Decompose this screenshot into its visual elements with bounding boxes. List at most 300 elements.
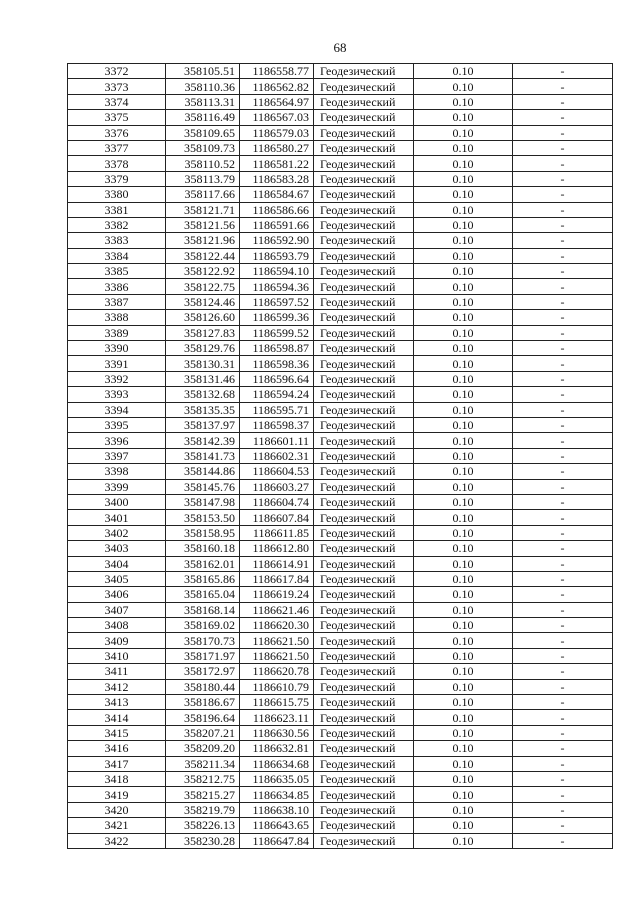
note-cell: -: [513, 187, 613, 202]
table-row: [68, 587, 613, 602]
coord-x-cell: 358215.27: [166, 787, 240, 802]
note-cell: -: [513, 494, 613, 509]
coord-y-cell: 1186562.82: [240, 79, 314, 94]
point-number-cell: 3384: [68, 248, 166, 263]
accuracy-cell: 0.10: [414, 494, 513, 509]
accuracy-cell: 0.10: [414, 325, 513, 340]
table-row: [68, 571, 613, 586]
accuracy-cell: 0.10: [414, 202, 513, 217]
point-number-cell: 3421: [68, 818, 166, 833]
accuracy-cell: 0.10: [414, 771, 513, 786]
coord-y-cell: 1186591.66: [240, 217, 314, 232]
method-cell: Геодезический: [314, 125, 414, 140]
table-row: [68, 787, 613, 802]
coord-y-cell: 1186607.84: [240, 510, 314, 525]
accuracy-cell: 0.10: [414, 756, 513, 771]
coord-x-cell: 358207.21: [166, 725, 240, 740]
note-cell: -: [513, 556, 613, 571]
table-row: [68, 110, 613, 125]
coord-x-cell: 358130.31: [166, 356, 240, 371]
note-cell: -: [513, 64, 613, 79]
table-row: [68, 402, 613, 417]
table-row: [68, 433, 613, 448]
point-number-cell: 3397: [68, 448, 166, 463]
accuracy-cell: 0.10: [414, 725, 513, 740]
coord-y-cell: 1186621.50: [240, 648, 314, 663]
coord-y-cell: 1186604.53: [240, 464, 314, 479]
table-row: [68, 494, 613, 509]
note-cell: -: [513, 710, 613, 725]
table-row: [68, 510, 613, 525]
coord-y-cell: 1186623.11: [240, 710, 314, 725]
accuracy-cell: 0.10: [414, 587, 513, 602]
method-cell: Геодезический: [314, 833, 414, 848]
coord-y-cell: 1186632.81: [240, 741, 314, 756]
method-cell: Геодезический: [314, 664, 414, 679]
coord-y-cell: 1186583.28: [240, 171, 314, 186]
accuracy-cell: 0.10: [414, 356, 513, 371]
note-cell: -: [513, 618, 613, 633]
method-cell: Геодезический: [314, 710, 414, 725]
coord-x-cell: 358110.36: [166, 79, 240, 94]
coord-y-cell: 1186635.05: [240, 771, 314, 786]
table-row: [68, 341, 613, 356]
coord-y-cell: 1186620.30: [240, 618, 314, 633]
note-cell: -: [513, 802, 613, 817]
coord-x-cell: 358109.65: [166, 125, 240, 140]
coord-x-cell: 358131.46: [166, 371, 240, 386]
point-number-cell: 3380: [68, 187, 166, 202]
coord-y-cell: 1186620.78: [240, 664, 314, 679]
note-cell: -: [513, 648, 613, 663]
method-cell: Геодезический: [314, 494, 414, 509]
point-number-cell: 3407: [68, 602, 166, 617]
method-cell: Геодезический: [314, 387, 414, 402]
coord-y-cell: 1186596.64: [240, 371, 314, 386]
coord-x-cell: 358209.20: [166, 741, 240, 756]
coord-y-cell: 1186647.84: [240, 833, 314, 848]
method-cell: Геодезический: [314, 94, 414, 109]
table-row: [68, 664, 613, 679]
point-number-cell: 3386: [68, 279, 166, 294]
coord-x-cell: 358212.75: [166, 771, 240, 786]
note-cell: -: [513, 510, 613, 525]
note-cell: -: [513, 371, 613, 386]
method-cell: Геодезический: [314, 233, 414, 248]
note-cell: -: [513, 171, 613, 186]
point-number-cell: 3385: [68, 264, 166, 279]
table-row: [68, 171, 613, 186]
coord-y-cell: 1186634.85: [240, 787, 314, 802]
accuracy-cell: 0.10: [414, 464, 513, 479]
table-row: [68, 325, 613, 340]
note-cell: -: [513, 756, 613, 771]
coord-y-cell: 1186594.24: [240, 387, 314, 402]
table-row: [68, 602, 613, 617]
table-row: [68, 618, 613, 633]
coordinates-table: [67, 63, 613, 849]
coord-x-cell: 358127.83: [166, 325, 240, 340]
method-cell: Геодезический: [314, 756, 414, 771]
accuracy-cell: 0.10: [414, 310, 513, 325]
point-number-cell: 3410: [68, 648, 166, 663]
method-cell: Геодезический: [314, 79, 414, 94]
method-cell: Геодезический: [314, 725, 414, 740]
accuracy-cell: 0.10: [414, 648, 513, 663]
table-row: [68, 79, 613, 94]
note-cell: -: [513, 217, 613, 232]
coord-x-cell: 358141.73: [166, 448, 240, 463]
coord-x-cell: 358105.51: [166, 64, 240, 79]
coord-x-cell: 358126.60: [166, 310, 240, 325]
table-row: [68, 833, 613, 848]
method-cell: Геодезический: [314, 279, 414, 294]
point-number-cell: 3373: [68, 79, 166, 94]
point-number-cell: 3376: [68, 125, 166, 140]
coord-y-cell: 1186621.46: [240, 602, 314, 617]
method-cell: Геодезический: [314, 587, 414, 602]
method-cell: Геодезический: [314, 310, 414, 325]
point-number-cell: 3399: [68, 479, 166, 494]
note-cell: -: [513, 310, 613, 325]
point-number-cell: 3404: [68, 556, 166, 571]
note-cell: -: [513, 571, 613, 586]
coord-x-cell: 358116.49: [166, 110, 240, 125]
coord-x-cell: 358169.02: [166, 618, 240, 633]
note-cell: -: [513, 79, 613, 94]
coord-x-cell: 358113.31: [166, 94, 240, 109]
coord-y-cell: 1186634.68: [240, 756, 314, 771]
table-row: [68, 648, 613, 663]
coord-x-cell: 358122.92: [166, 264, 240, 279]
note-cell: -: [513, 679, 613, 694]
coord-x-cell: 358147.98: [166, 494, 240, 509]
method-cell: Геодезический: [314, 217, 414, 232]
accuracy-cell: 0.10: [414, 541, 513, 556]
coordinates-table-body: [68, 64, 613, 849]
method-cell: Геодезический: [314, 171, 414, 186]
accuracy-cell: 0.10: [414, 79, 513, 94]
note-cell: -: [513, 695, 613, 710]
method-cell: Геодезический: [314, 294, 414, 309]
coord-x-cell: 358129.76: [166, 341, 240, 356]
coord-y-cell: 1186558.77: [240, 64, 314, 79]
method-cell: Геодезический: [314, 156, 414, 171]
coord-y-cell: 1186594.36: [240, 279, 314, 294]
point-number-cell: 3372: [68, 64, 166, 79]
table-row: [68, 448, 613, 463]
table-row: [68, 464, 613, 479]
coord-x-cell: 358219.79: [166, 802, 240, 817]
coord-y-cell: 1186567.03: [240, 110, 314, 125]
table-row: [68, 279, 613, 294]
point-number-cell: 3374: [68, 94, 166, 109]
accuracy-cell: 0.10: [414, 294, 513, 309]
accuracy-cell: 0.10: [414, 787, 513, 802]
note-cell: -: [513, 233, 613, 248]
point-number-cell: 3383: [68, 233, 166, 248]
accuracy-cell: 0.10: [414, 602, 513, 617]
accuracy-cell: 0.10: [414, 741, 513, 756]
coord-y-cell: 1186602.31: [240, 448, 314, 463]
method-cell: Геодезический: [314, 264, 414, 279]
note-cell: -: [513, 94, 613, 109]
coord-x-cell: 358168.14: [166, 602, 240, 617]
point-number-cell: 3401: [68, 510, 166, 525]
coord-y-cell: 1186617.84: [240, 571, 314, 586]
method-cell: Геодезический: [314, 371, 414, 386]
accuracy-cell: 0.10: [414, 264, 513, 279]
coord-x-cell: 358132.68: [166, 387, 240, 402]
point-number-cell: 3379: [68, 171, 166, 186]
note-cell: -: [513, 771, 613, 786]
table-row: [68, 94, 613, 109]
coord-x-cell: 358142.39: [166, 433, 240, 448]
note-cell: -: [513, 387, 613, 402]
table-row: [68, 541, 613, 556]
method-cell: Геодезический: [314, 802, 414, 817]
accuracy-cell: 0.10: [414, 618, 513, 633]
table-row: [68, 725, 613, 740]
point-number-cell: 3389: [68, 325, 166, 340]
accuracy-cell: 0.10: [414, 387, 513, 402]
point-number-cell: 3405: [68, 571, 166, 586]
coord-x-cell: 358160.18: [166, 541, 240, 556]
point-number-cell: 3420: [68, 802, 166, 817]
accuracy-cell: 0.10: [414, 156, 513, 171]
table-row: [68, 387, 613, 402]
accuracy-cell: 0.10: [414, 341, 513, 356]
accuracy-cell: 0.10: [414, 371, 513, 386]
coord-y-cell: 1186593.79: [240, 248, 314, 263]
accuracy-cell: 0.10: [414, 417, 513, 432]
note-cell: -: [513, 741, 613, 756]
coord-y-cell: 1186615.75: [240, 695, 314, 710]
point-number-cell: 3400: [68, 494, 166, 509]
coord-x-cell: 358153.50: [166, 510, 240, 525]
coord-x-cell: 358171.97: [166, 648, 240, 663]
method-cell: Геодезический: [314, 110, 414, 125]
table-row: [68, 679, 613, 694]
table-row: [68, 125, 613, 140]
note-cell: -: [513, 818, 613, 833]
accuracy-cell: 0.10: [414, 695, 513, 710]
coord-x-cell: 358226.13: [166, 818, 240, 833]
coord-x-cell: 358158.95: [166, 525, 240, 540]
point-number-cell: 3402: [68, 525, 166, 540]
table-row: [68, 140, 613, 155]
coord-y-cell: 1186643.65: [240, 818, 314, 833]
accuracy-cell: 0.10: [414, 479, 513, 494]
accuracy-cell: 0.10: [414, 248, 513, 263]
method-cell: Геодезический: [314, 479, 414, 494]
table-row: [68, 479, 613, 494]
point-number-cell: 3375: [68, 110, 166, 125]
coord-x-cell: 358162.01: [166, 556, 240, 571]
point-number-cell: 3415: [68, 725, 166, 740]
table-row: [68, 695, 613, 710]
coord-x-cell: 358121.71: [166, 202, 240, 217]
table-row: [68, 633, 613, 648]
point-number-cell: 3382: [68, 217, 166, 232]
note-cell: -: [513, 248, 613, 263]
point-number-cell: 3403: [68, 541, 166, 556]
note-cell: -: [513, 279, 613, 294]
coord-y-cell: 1186630.56: [240, 725, 314, 740]
table-row: [68, 771, 613, 786]
coord-x-cell: 358196.64: [166, 710, 240, 725]
point-number-cell: 3387: [68, 294, 166, 309]
method-cell: Геодезический: [314, 248, 414, 263]
coord-x-cell: 358121.56: [166, 217, 240, 232]
accuracy-cell: 0.10: [414, 140, 513, 155]
point-number-cell: 3419: [68, 787, 166, 802]
table-row: [68, 217, 613, 232]
coord-x-cell: 358211.34: [166, 756, 240, 771]
method-cell: Геодезический: [314, 433, 414, 448]
note-cell: -: [513, 125, 613, 140]
point-number-cell: 3388: [68, 310, 166, 325]
accuracy-cell: 0.10: [414, 818, 513, 833]
accuracy-cell: 0.10: [414, 448, 513, 463]
accuracy-cell: 0.10: [414, 64, 513, 79]
coord-x-cell: 358135.35: [166, 402, 240, 417]
point-number-cell: 3409: [68, 633, 166, 648]
point-number-cell: 3394: [68, 402, 166, 417]
method-cell: Геодезический: [314, 571, 414, 586]
coord-x-cell: 358165.86: [166, 571, 240, 586]
accuracy-cell: 0.10: [414, 525, 513, 540]
method-cell: Геодезический: [314, 633, 414, 648]
coord-y-cell: 1186595.71: [240, 402, 314, 417]
point-number-cell: 3396: [68, 433, 166, 448]
point-number-cell: 3411: [68, 664, 166, 679]
point-number-cell: 3412: [68, 679, 166, 694]
accuracy-cell: 0.10: [414, 125, 513, 140]
method-cell: Геодезический: [314, 818, 414, 833]
coord-y-cell: 1186598.87: [240, 341, 314, 356]
note-cell: -: [513, 464, 613, 479]
coord-y-cell: 1186599.52: [240, 325, 314, 340]
accuracy-cell: 0.10: [414, 110, 513, 125]
table-row: [68, 371, 613, 386]
point-number-cell: 3392: [68, 371, 166, 386]
point-number-cell: 3381: [68, 202, 166, 217]
accuracy-cell: 0.10: [414, 94, 513, 109]
coord-x-cell: 358137.97: [166, 417, 240, 432]
accuracy-cell: 0.10: [414, 433, 513, 448]
method-cell: Геодезический: [314, 525, 414, 540]
method-cell: Геодезический: [314, 140, 414, 155]
note-cell: -: [513, 541, 613, 556]
page-number: 68: [333, 40, 347, 55]
method-cell: Геодезический: [314, 602, 414, 617]
method-cell: Геодезический: [314, 64, 414, 79]
note-cell: -: [513, 633, 613, 648]
method-cell: Геодезический: [314, 787, 414, 802]
table-row: [68, 556, 613, 571]
method-cell: Геодезический: [314, 325, 414, 340]
point-number-cell: 3391: [68, 356, 166, 371]
method-cell: Геодезический: [314, 464, 414, 479]
coord-x-cell: 358180.44: [166, 679, 240, 694]
accuracy-cell: 0.10: [414, 571, 513, 586]
coord-x-cell: 358230.28: [166, 833, 240, 848]
note-cell: -: [513, 264, 613, 279]
table-row: [68, 802, 613, 817]
point-number-cell: 3378: [68, 156, 166, 171]
table-row: [68, 294, 613, 309]
note-cell: -: [513, 833, 613, 848]
method-cell: Геодезический: [314, 618, 414, 633]
method-cell: Геодезический: [314, 202, 414, 217]
coord-y-cell: 1186604.74: [240, 494, 314, 509]
method-cell: Геодезический: [314, 341, 414, 356]
coord-x-cell: 358145.76: [166, 479, 240, 494]
accuracy-cell: 0.10: [414, 187, 513, 202]
table-row: [68, 233, 613, 248]
table-row: [68, 156, 613, 171]
note-cell: -: [513, 341, 613, 356]
coord-y-cell: 1186612.80: [240, 541, 314, 556]
accuracy-cell: 0.10: [414, 279, 513, 294]
note-cell: -: [513, 202, 613, 217]
accuracy-cell: 0.10: [414, 556, 513, 571]
note-cell: -: [513, 356, 613, 371]
coord-x-cell: 358165.04: [166, 587, 240, 602]
coord-y-cell: 1186594.10: [240, 264, 314, 279]
table-row: [68, 417, 613, 432]
table-row: [68, 710, 613, 725]
coord-y-cell: 1186610.79: [240, 679, 314, 694]
coord-x-cell: 358170.73: [166, 633, 240, 648]
note-cell: -: [513, 725, 613, 740]
point-number-cell: 3413: [68, 695, 166, 710]
note-cell: -: [513, 448, 613, 463]
method-cell: Геодезический: [314, 541, 414, 556]
method-cell: Геодезический: [314, 510, 414, 525]
note-cell: -: [513, 417, 613, 432]
table-row: [68, 64, 613, 79]
coord-x-cell: 358113.79: [166, 171, 240, 186]
coord-x-cell: 358110.52: [166, 156, 240, 171]
coord-y-cell: 1186598.37: [240, 417, 314, 432]
coord-y-cell: 1186598.36: [240, 356, 314, 371]
coord-x-cell: 358144.86: [166, 464, 240, 479]
point-number-cell: 3408: [68, 618, 166, 633]
method-cell: Геодезический: [314, 402, 414, 417]
method-cell: Геодезический: [314, 356, 414, 371]
coord-x-cell: 358117.66: [166, 187, 240, 202]
coord-y-cell: 1186619.24: [240, 587, 314, 602]
note-cell: -: [513, 110, 613, 125]
note-cell: -: [513, 602, 613, 617]
note-cell: -: [513, 402, 613, 417]
accuracy-cell: 0.10: [414, 233, 513, 248]
coord-y-cell: 1186621.50: [240, 633, 314, 648]
table-row: [68, 356, 613, 371]
accuracy-cell: 0.10: [414, 171, 513, 186]
note-cell: -: [513, 433, 613, 448]
accuracy-cell: 0.10: [414, 679, 513, 694]
coord-y-cell: 1186603.27: [240, 479, 314, 494]
table-row: [68, 741, 613, 756]
table-row: [68, 264, 613, 279]
table-row: [68, 525, 613, 540]
accuracy-cell: 0.10: [414, 402, 513, 417]
coord-y-cell: 1186597.52: [240, 294, 314, 309]
note-cell: -: [513, 140, 613, 155]
